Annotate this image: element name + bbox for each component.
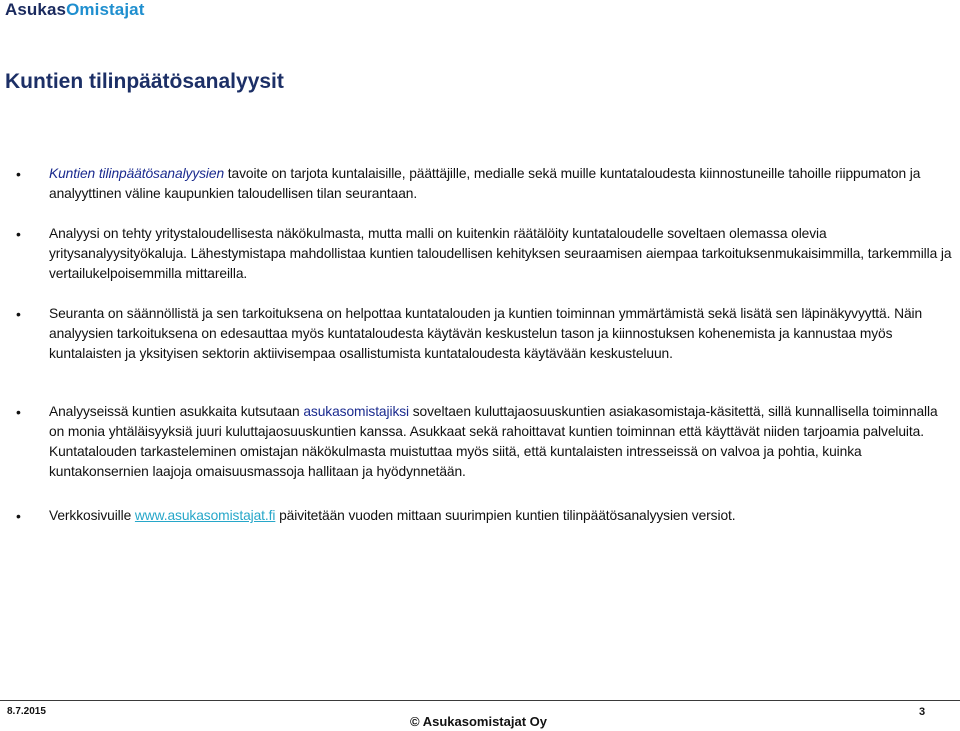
footer-copyright: © Asukasomistajat Oy	[410, 714, 547, 729]
bullet-body-start: Analyyseissä kuntien asukkaita kutsutaan	[49, 404, 304, 419]
bullet-dot: •	[16, 166, 21, 182]
bullet-dot: •	[16, 404, 21, 420]
bullet-body-end: päivitetään vuoden mittaan suurimpien kuntien tilinpäätösanalyysien versiot.	[275, 508, 736, 523]
bullet-text: Seuranta on säännöllistä ja sen tarkoituksena on helpottaa kuntatalouden ja kuntien toiminnan ymmärtämistä sekä lisätä sen läpinäkyvyyttä. Näin analyysien tarkoituksena on edesauttaa myös kuntataloudesta käytävän keskustelun tason ja kiinnostuksen kohenemista ja kannustaa myös kuntalaisten ja yksityisen sektorin aktiivisempaa osallistumista kuntataloudesta käytävään keskusteluun.	[49, 306, 923, 361]
page-number: 3	[919, 706, 926, 718]
page-title: Kuntien tilinpäätösanalyysit	[5, 70, 284, 93]
bullet-body-end: soveltaen kuluttajaosuuskuntien asiakasomistaja-käsitettä, sillä kunnallisella toiminnalla on monia yhtäläisyyksiä juuri kuluttajaosuuskuntien kanssa. Asukkaat sekä rahoittavat kuntien toiminnan että käyttävät niiden tarjoamia palveluita. Kuntatalouden tarkasteleminen omistajan näkökulmasta muistuttaa myös siitä, että kuntalaisten intresseissä on valvoa ja pohtia, kuinka kuntakonsernien laajoja omaisuusmassoja hallitaan ja hyödynnetään.	[49, 404, 938, 479]
footer-divider	[0, 700, 960, 701]
bullet-text	[49, 402, 955, 482]
brand-logo	[5, 0, 144, 20]
bullet-text	[49, 164, 955, 204]
website-link[interactable]: www.asukasomistajat.fi	[134, 508, 276, 523]
brand-part-2: Omistajat	[66, 0, 145, 19]
bullet-body-start: Verkkosivuille	[49, 508, 135, 523]
bullet-text	[49, 506, 955, 526]
tilinpaatosanalyysit-link[interactable]: Kuntien tilinpäätösanalyysien	[49, 166, 225, 181]
bullet-dot: •	[16, 306, 21, 322]
footer-date: 8.7.2015	[7, 706, 46, 717]
brand-part-1: Asukas	[5, 0, 67, 19]
asukasomistajiksi-link[interactable]: asukasomistajiksi	[303, 404, 410, 419]
bullet-body: tavoite on tarjota kuntalaisille, päättäjille, medialle sekä muille kuntataloudesta kiinnostuneille tahoille riippumaton ja analyyttinen väline kaupunkien taloudellisen tilan seurantaan.	[49, 166, 921, 201]
bullet-dot: •	[16, 508, 21, 524]
bullet-text: Analyysi on tehty yritystaloudellisesta näkökulmasta, mutta malli on kuitenkin räätälöity kuntataloudelle soveltaen olemassa olevia yritysanalyysityökaluja. Lähestymistapa mahdollistaa kuntien taloudellisen kehityksen seuraamisen aiempaa tarkoituksenmukaisimmilla, tarkemmilla ja vertailukelpoisemmilla mittareilla.	[49, 226, 952, 281]
bullet-dot: •	[16, 226, 21, 242]
